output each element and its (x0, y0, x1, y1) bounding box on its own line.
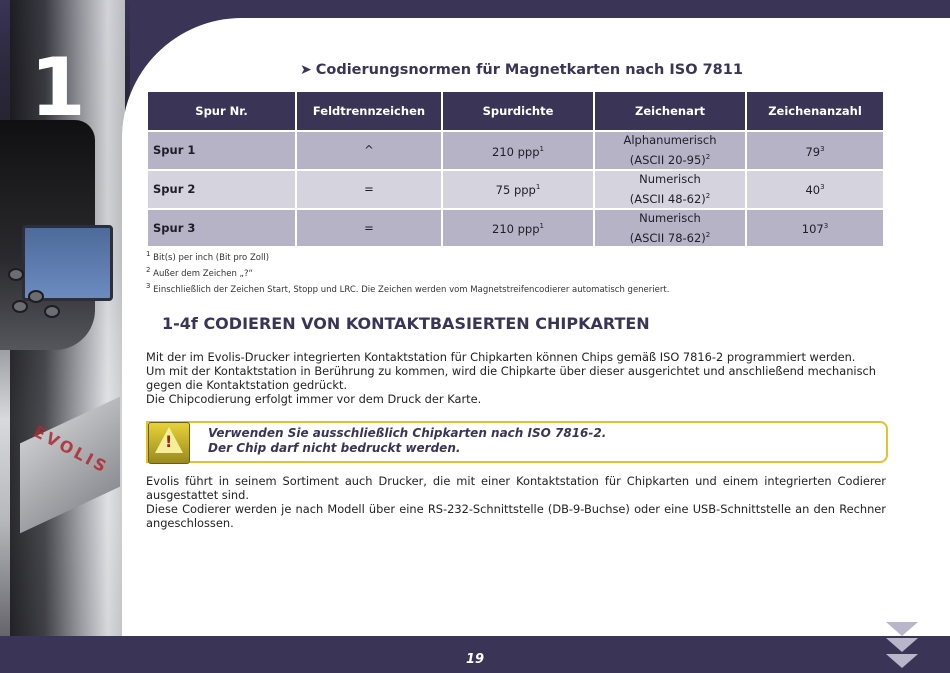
cell-separator: = (296, 209, 442, 248)
cell-separator: ^ (296, 131, 442, 170)
warning-line: Verwenden Sie ausschließlich Chipkarten nach ISO 7816-2. (208, 426, 607, 440)
table-header-row (147, 91, 884, 131)
section-heading: 1-4f CODIEREN VON KONTAKTBASIERTEN CHIPKARTEN (162, 314, 650, 333)
exclamation-icon: ! (165, 432, 173, 451)
cell-density: 75 ppp$^1$ (442, 170, 594, 209)
cell-count: $40^3$ (746, 170, 884, 209)
table-title-text: Codierungsnormen für Magnetkarten nach ISO 7811 (315, 62, 743, 78)
chapter-number: 1 (30, 41, 86, 134)
paragraph-line: Evolis führt in seinem Sortiment auch Drucker, die mit einer Kontaktstation für Chipkarten und einem integrierten Codierer ausgestattet sind. (146, 474, 886, 502)
footnote: $^3$ Einschließlich der Zeichen Start, Stopp und LRC. Die Zeichen werden vom Magnetstreifencodierer automatisch generiert. (146, 281, 670, 295)
next-page-chevrons-icon[interactable] (884, 622, 920, 672)
footnote: $^2$ Außer dem Zeichen „?“ (146, 265, 253, 279)
warning-box (146, 421, 888, 463)
warning-text (208, 426, 606, 456)
paragraph-line: Die Chipcodierung erfolgt immer vor dem Druck der Karte. (146, 392, 482, 406)
cell-separator: = (296, 170, 442, 209)
printer-logo: EVOLIS (30, 421, 112, 478)
footnotes (146, 248, 669, 295)
header-type: Zeichenart (594, 91, 746, 131)
warning-line: Der Chip darf nicht bedruckt werden. (208, 441, 461, 455)
warning-icon (148, 422, 190, 464)
table-row (147, 131, 884, 170)
header-track: Spur Nr. (147, 91, 296, 131)
arrow-bullet-icon: ➤ (300, 62, 312, 78)
table-row (147, 209, 884, 248)
cell-type: Numerisch (ASCII 78-62)$^2$ (594, 209, 746, 248)
table-row (147, 170, 884, 209)
cell-track: Spur 2 (147, 170, 296, 209)
chevron-down-icon (886, 638, 918, 652)
cell-density: 210 ppp$^1$ (442, 209, 594, 248)
paragraph-codierer (146, 474, 886, 530)
printer-button-shape (12, 300, 28, 313)
header-separator: Feldtrennzeichen (296, 91, 442, 131)
footnote: $^1$ Bit(s) per inch (Bit pro Zoll) (146, 250, 270, 263)
printer-button-shape (28, 290, 44, 303)
cell-type: Alphanumerisch (ASCII 20-95)$^2$ (594, 131, 746, 170)
header-density: Spurdichte (442, 91, 594, 131)
page-number: 19 (465, 652, 485, 667)
paragraph-line: Um mit der Kontaktstation in Berührung zu kommen, wird die Chipkarte über dieser ausgerichtet und anschließend mechanisch gegen die Kontaktstation gedrückt. (146, 364, 877, 392)
printer-button-shape (8, 268, 24, 281)
paragraph-line: Mit der im Evolis-Drucker integrierten Kontaktstation für Chipkarten können Chips gemäß ISO 7816-2 programmiert werden. (146, 350, 856, 364)
iso-7811-table (146, 90, 885, 248)
cell-track: Spur 3 (147, 209, 296, 248)
printer-button-shape (44, 305, 60, 318)
cell-type: Numerisch (ASCII 48-62)$^2$ (594, 170, 746, 209)
chevron-down-icon (886, 654, 918, 668)
table-title (300, 62, 743, 78)
paragraph-intro (146, 350, 886, 406)
cell-density: 210 ppp$^1$ (442, 131, 594, 170)
chevron-down-icon (886, 622, 918, 636)
cell-count: $79^3$ (746, 131, 884, 170)
paragraph-line: Diese Codierer werden je nach Modell über eine RS-232-Schnittstelle (DB-9-Buchse) oder eine USB-Schnittstelle an den Rechner angeschlossen. (146, 502, 886, 530)
cell-count: $107^3$ (746, 209, 884, 248)
header-count: Zeichenanzahl (746, 91, 884, 131)
cell-track: Spur 1 (147, 131, 296, 170)
